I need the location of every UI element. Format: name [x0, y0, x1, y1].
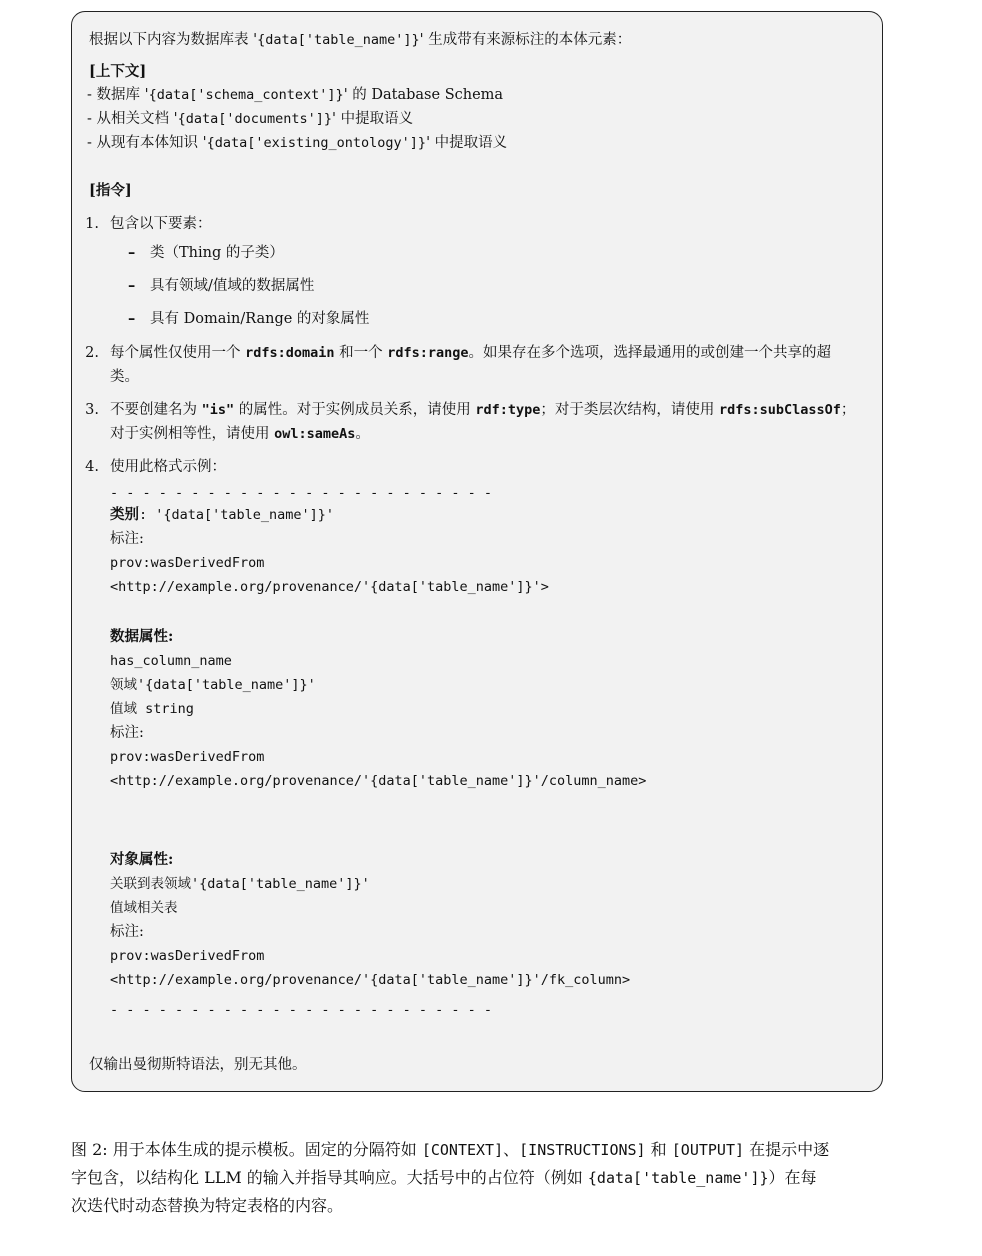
ctx3-text-end: ' 中提取语义: [426, 135, 508, 151]
prov-line: prov:wasDerivedFrom: [110, 749, 265, 765]
separator-bottom: - - - - - - - - - - - - - - - - - - - - - - - -: [110, 1002, 493, 1018]
item2-text: 和一个: [334, 345, 388, 361]
caption-text: 在提示中逐: [744, 1140, 830, 1159]
item-number-4: 4.: [85, 459, 99, 475]
item3-text: 的属性。对于实例成员关系，请使用: [234, 402, 476, 418]
link-domain-line: 关联到表领域'{data['table_name']}': [110, 876, 370, 892]
item-number-3: 3.: [85, 402, 99, 418]
item3-code-type: rdf:type: [475, 402, 541, 418]
item2-code-domain: rdfs:domain: [245, 345, 335, 361]
intro-text: 根据以下内容为数据库表 ': [89, 32, 258, 48]
object-property-label: 对象属性:: [110, 851, 174, 868]
context-heading: [上下文]: [89, 63, 147, 80]
ctx1-text: - 数据库 ': [87, 87, 149, 103]
bullet-dash: –: [128, 310, 136, 327]
ctx3-text: - 从现有本体知识 ': [87, 135, 207, 151]
ctx2-text: - 从相关文档 ': [87, 111, 178, 127]
column-name-line: has_column_name: [110, 653, 232, 669]
annotation-label: 标注:: [110, 531, 144, 547]
caption-line-2: [71, 1164, 886, 1192]
class-value: : '{data['table_name']}': [139, 507, 335, 523]
sub-item-classes: 类（Thing 的子类）: [150, 245, 284, 261]
prov-line: prov:wasDerivedFrom: [110, 948, 265, 964]
item3-text: 对于实例相等性，请使用: [110, 426, 275, 442]
item2-text: 。如果存在多个选项，选择最通用的或创建一个共享的超: [468, 345, 832, 361]
ctx1-code: {data['schema_context']}: [148, 87, 344, 103]
instructions-heading: [指令]: [89, 182, 132, 199]
item-number-1: 1.: [85, 216, 99, 232]
closing-instruction: 仅输出曼彻斯特语法，别无其他。: [89, 1057, 307, 1073]
figure-caption: [71, 1136, 886, 1220]
ctx1-text-end: ' 的 Database Schema: [343, 87, 504, 103]
item3-code-is: "is": [201, 402, 235, 418]
caption-text: 图 2: 用于本体生成的提示模板。固定的分隔符如: [71, 1140, 422, 1159]
class-label: 类别: [110, 506, 139, 523]
item-4-text: 使用此格式示例：: [110, 459, 226, 475]
caption-code-placeholder: {data['table_name']}: [587, 1169, 769, 1187]
caption-text: 和: [645, 1140, 672, 1159]
caption-text: 字包含，以结构化 LLM 的输入并指导其响应。大括号中的占位符（例如: [71, 1168, 588, 1187]
fk-provenance-uri: <http://example.org/provenance/'{data['table_name']}'/fk_column>: [110, 972, 631, 988]
ctx3-code: {data['existing_ontology']}: [206, 135, 427, 151]
class-provenance-uri: <http://example.org/provenance/'{data['table_name']}'>: [110, 579, 549, 595]
range-related-line: 值域相关表: [110, 900, 178, 916]
sub-item-data-properties: 具有领域/值域的数据属性: [150, 278, 315, 294]
separator-top: - - - - - - - - - - - - - - - - - - - - - - - -: [110, 485, 493, 501]
caption-code-context: [CONTEXT]: [421, 1141, 504, 1159]
caption-line-1: [71, 1136, 886, 1164]
item-1-text: 包含以下要素：: [110, 216, 212, 232]
item-2-line-2: 类。: [110, 369, 139, 385]
bullet-dash: –: [128, 277, 136, 294]
annotation-label: 标注:: [110, 924, 144, 940]
annotation-label: 标注:: [110, 725, 144, 741]
item-2-line-1: [110, 343, 831, 363]
context-line-documents: [87, 109, 413, 129]
item3-text: 不要创建名为: [110, 402, 202, 418]
item2-text: 每个属性仅使用一个: [110, 345, 246, 361]
item-3-line-2: [110, 424, 370, 444]
caption-text: ）在每: [768, 1168, 817, 1187]
ctx2-code: {data['documents']}: [177, 111, 333, 127]
item-number-2: 2.: [85, 345, 99, 361]
item3-text: ；: [840, 402, 856, 418]
item3-code-sameas: owl:sameAs: [274, 426, 356, 442]
prompt-template-box: [71, 11, 883, 1092]
intro-text-end: ' 生成带有来源标注的本体元素：: [419, 32, 632, 48]
data-property-label: 数据属性:: [110, 628, 174, 645]
caption-code-instructions: [INSTRUCTIONS]: [519, 1141, 646, 1159]
range-line: 值域 string: [110, 701, 194, 717]
item-3-line-1: [110, 400, 855, 420]
context-line-schema: [87, 85, 503, 105]
item2-code-range: rdfs:range: [387, 345, 469, 361]
intro-line: [89, 30, 631, 50]
context-line-ontology: [87, 133, 507, 153]
item3-text: ；对于类层次结构，请使用: [540, 402, 719, 418]
sub-item-object-properties: 具有 Domain/Range 的对象属性: [150, 311, 370, 327]
intro-code: {data['table_name']}: [257, 32, 420, 48]
caption-code-output: [OUTPUT]: [671, 1141, 745, 1159]
prov-line: prov:wasDerivedFrom: [110, 555, 265, 571]
caption-line-3: 次迭代时动态替换为特定表格的内容。: [71, 1196, 344, 1215]
item3-text: 。: [355, 426, 370, 442]
bullet-dash: –: [128, 244, 136, 261]
ctx2-text-end: ' 中提取语义: [332, 111, 414, 127]
caption-text: 、: [503, 1140, 520, 1159]
example-class-line: [110, 505, 334, 525]
column-provenance-uri: <http://example.org/provenance/'{data['table_name']}'/column_name>: [110, 773, 647, 789]
item3-code-subclassof: rdfs:subClassOf: [718, 402, 841, 418]
domain-line: 领域'{data['table_name']}': [110, 677, 316, 693]
